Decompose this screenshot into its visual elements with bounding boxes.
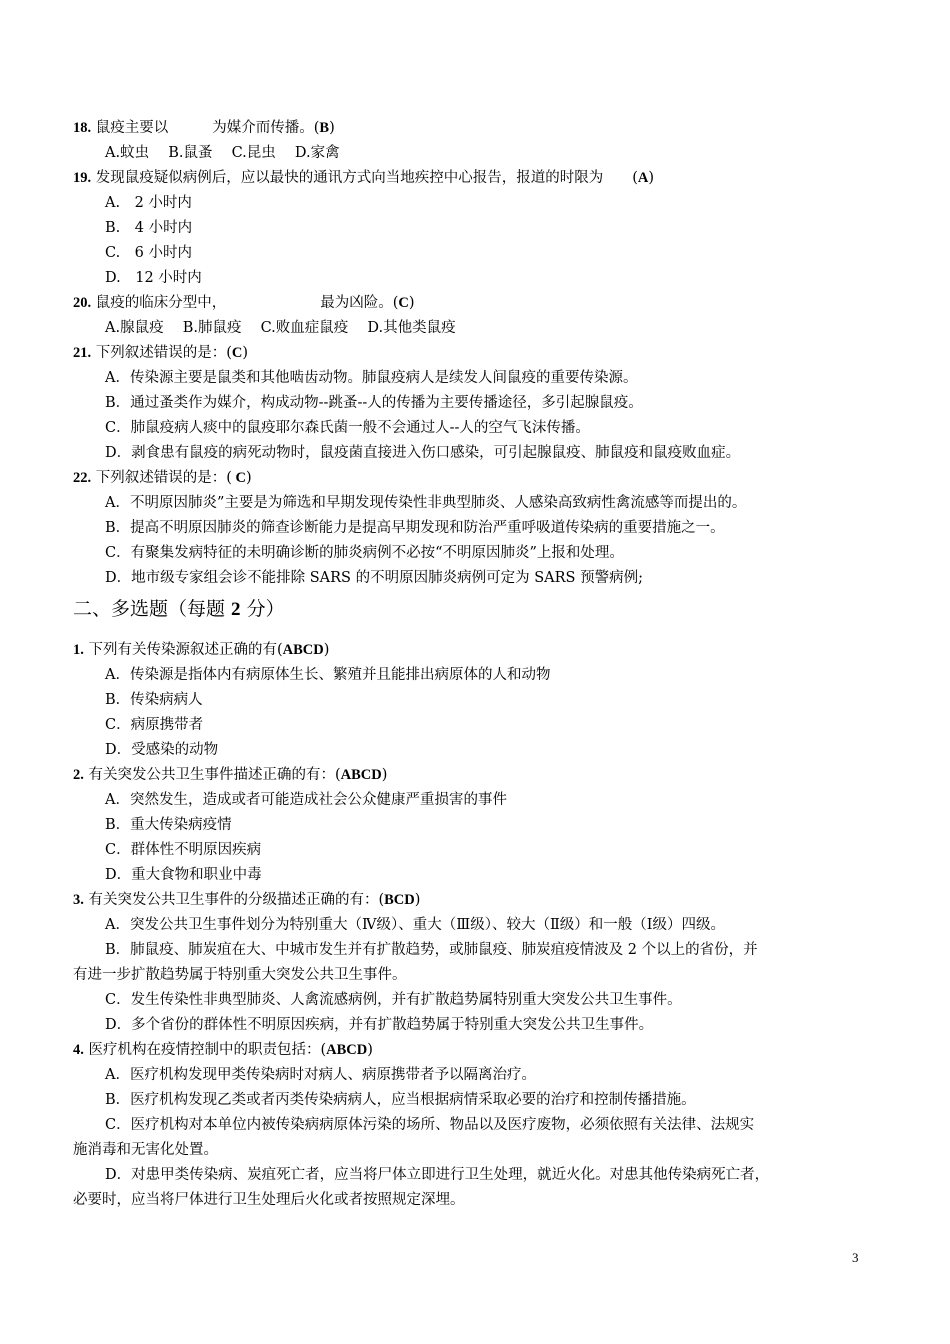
option-c: C．医疗机构对本单位内被传染病病原体污染的场所、物品以及医疗废物，必须依照有关法律、法规实 [105, 1117, 755, 1133]
option-a: A．不明原因肺炎”主要是为筛选和早期发现传染性非典型肺炎、人感染高致病性禽流感等而提出的。 [105, 495, 747, 511]
question-number: 22. [73, 470, 92, 486]
question-number: 21. [73, 345, 92, 361]
option-d-continued: 必要时，应当将尸体进行卫生处理后火化或者按照规定深埋。 [73, 1192, 465, 1208]
question-text: 下列叙述错误的是：( [95, 345, 232, 361]
question-20: 20. 鼠疫的临床分型中， 最为凶险。(C) [73, 295, 415, 311]
question-number: 4. [73, 1042, 84, 1058]
question-22: 22. 下列叙述错误的是：( C) [73, 470, 252, 486]
section-heading: 二、多选题（每题 2 分） [73, 598, 285, 620]
answer: ABCD [282, 642, 324, 658]
option-b: B．医疗机构发现乙类或者丙类传染病病人，应当根据病情采取必要的治疗和控制传播措施。 [105, 1092, 696, 1108]
option-c: C．肺鼠疫病人痰中的鼠疫耶尔森氏菌一般不会通过人--人的空气飞沫传播。 [105, 420, 590, 436]
question-text: 有关突发公共卫生事件的分级描述正确的有：( [88, 892, 385, 908]
option-b: B．提高不明原因肺炎的筛查诊断能力是提高早期发现和防治严重呼吸道传染病的重要措施之一。 [105, 520, 725, 536]
option-b: B．通过蚤类作为媒介，构成动物--跳蚤--人的传播为主要传播途径，多引起腺鼠疫。 [105, 395, 643, 411]
question-number: 18. [73, 120, 92, 136]
question-20-options: A.腺鼠疫 B.肺鼠疫 C.败血症鼠疫 D.其他类鼠疫 [105, 320, 456, 336]
answer: ABCD [326, 1042, 368, 1058]
option-d: D．重大食物和职业中毒 [105, 867, 262, 883]
option-c: C．病原携带者 [105, 717, 204, 733]
option-b: B. 4 小时内 [105, 220, 193, 236]
multi-question-1: 1. 下列有关传染源叙述正确的有(ABCD) [73, 642, 330, 658]
option-a: A. 2 小时内 [105, 195, 192, 211]
answer: C [231, 470, 246, 486]
question-number: 20. [73, 295, 92, 311]
option-d: D．受感染的动物 [105, 742, 219, 758]
option-d: D．地市级专家组会诊不能排除 SARS 的不明原因肺炎病例可定为 SARS 预警病例; [105, 570, 643, 586]
option-b-continued: 有进一步扩散趋势属于特别重大突发公共卫生事件。 [73, 967, 407, 983]
option-a: A．突发公共卫生事件划分为特别重大（Ⅳ级）、重大（Ⅲ级）、较大（Ⅱ级）和一般（Ⅰ级）四级。 [105, 917, 726, 933]
question-text: 医疗机构在疫情控制中的职责包括：( [88, 1042, 327, 1058]
multi-question-4: 4. 医疗机构在疫情控制中的职责包括：(ABCD) [73, 1042, 373, 1058]
option-c: C．群体性不明原因疾病 [105, 842, 262, 858]
option-b: B．传染病病人 [105, 692, 203, 708]
question-text: 有关突发公共卫生事件描述正确的有：( [88, 767, 341, 783]
question-text: 下列叙述错误的是：( [95, 470, 232, 486]
option-c: C．发生传染性非典型肺炎、人禽流感病例，并有扩散趋势属特别重大突发公共卫生事件。 [105, 992, 682, 1008]
option-b: B．重大传染病疫情 [105, 817, 232, 833]
option-d: D. 12 小时内 [105, 270, 202, 286]
question-text: 鼠疫的临床分型中， [95, 295, 227, 311]
question-21: 21. 下列叙述错误的是：(C) [73, 345, 249, 361]
question-text-cont: 最为凶险。( [320, 295, 399, 311]
option-c-continued: 施消毒和无害化处置。 [73, 1142, 218, 1158]
option-d: D．剥食患有鼠疫的病死动物时，鼠疫菌直接进入伤口感染，可引起腺鼠疫、肺鼠疫和鼠疫败血症。 [105, 445, 741, 461]
question-text: 下列有关传染源叙述正确的有( [88, 642, 283, 658]
option-a: A．传染源主要是鼠类和其他啮齿动物。肺鼠疫病人是续发人间鼠疫的重要传染源。 [105, 370, 638, 386]
option-a: A．突然发生，造成或者可能造成社会公众健康严重损害的事件 [105, 792, 507, 808]
question-19: 19. 发现鼠疫疑似病例后，应以最快的通讯方式向当地疾控中心报告，报道的时限为 (A) [73, 170, 655, 186]
page-number: 3 [852, 1250, 859, 1265]
question-number: 1. [73, 642, 84, 658]
answer: A [637, 170, 649, 186]
option-b: B．肺鼠疫、肺炭疽在大、中城市发生并有扩散趋势，或肺鼠疫、肺炭疽疫情波及 2 个以上的省份，并 [105, 942, 758, 958]
option-d: D．对患甲类传染病、炭疽死亡者，应当将尸体立即进行卫生处理，就近火化。对患其他传染病死亡者， [105, 1167, 770, 1183]
question-text: 鼠疫主要以 [95, 120, 169, 136]
multi-question-3: 3. 有关突发公共卫生事件的分级描述正确的有：(BCD) [73, 892, 421, 908]
question-number: 3. [73, 892, 84, 908]
answer: BCD [384, 892, 415, 908]
answer: C [398, 295, 409, 311]
answer: C [231, 345, 243, 361]
option-a: A．医疗机构发现甲类传染病时对病人、病原携带者予以隔离治疗。 [105, 1067, 536, 1083]
question-number: 2. [73, 767, 84, 783]
question-18: 18. 鼠疫主要以 为媒介而传播。(B) [73, 120, 335, 136]
question-text-cont: 为媒介而传播。( [212, 120, 320, 136]
question-18-options: A.蚊虫 B.鼠蚤 C.昆虫 D.家禽 [105, 145, 340, 161]
question-text: 发现鼠疫疑似病例后，应以最快的通讯方式向当地疾控中心报告，报道的时限为 ( [95, 170, 638, 186]
option-c: C. 6 小时内 [105, 245, 193, 261]
answer: ABCD [340, 767, 382, 783]
option-a: A．传染源是指体内有病原体生长、繁殖并且能排出病原体的人和动物 [105, 667, 551, 683]
option-d: D．多个省份的群体性不明原因疾病，并有扩散趋势属于特别重大突发公共卫生事件。 [105, 1017, 654, 1033]
multi-question-2: 2. 有关突发公共卫生事件描述正确的有：(ABCD) [73, 767, 388, 783]
option-c: C．有聚集发病特征的未明确诊断的肺炎病例不必按“不明原因肺炎”上报和处理。 [105, 545, 624, 561]
question-number: 19. [73, 170, 92, 186]
answer: B [319, 120, 330, 136]
